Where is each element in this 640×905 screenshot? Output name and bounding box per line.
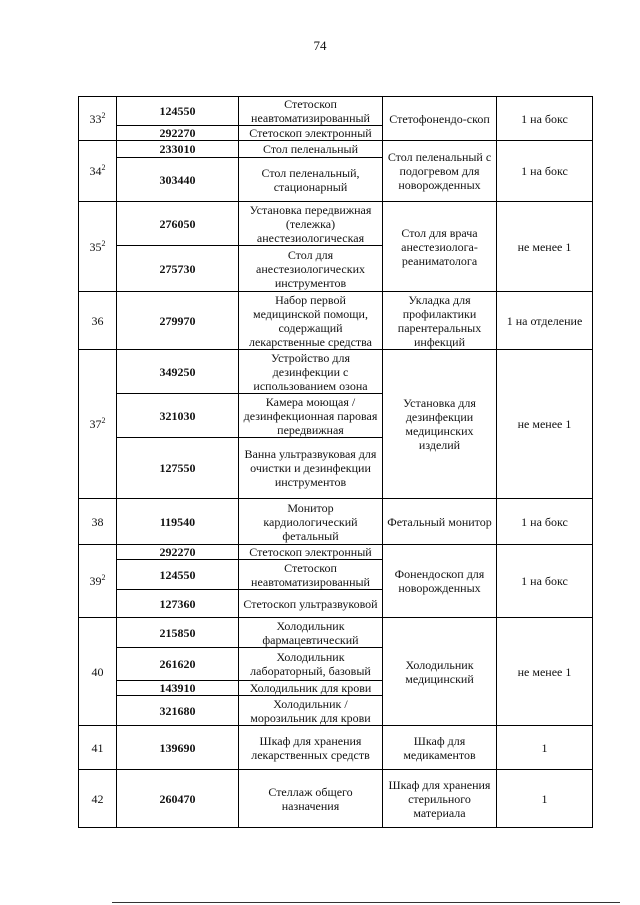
item-code: 119540 — [117, 499, 239, 545]
quantity: 1 на бокс — [497, 545, 593, 618]
row-number-value: 33 — [89, 111, 102, 126]
item-code: 321680 — [117, 696, 239, 726]
item-code: 215850 — [117, 618, 239, 648]
table-row — [79, 499, 593, 545]
row-number-value: 39 — [89, 574, 102, 588]
item-code: 303440 — [117, 158, 239, 202]
item-code: 233010 — [117, 141, 239, 158]
row-number — [79, 770, 117, 828]
equipment-type: Укладка для профилактики парентеральных инфекций — [383, 292, 497, 350]
quantity: не менее 1 — [497, 618, 593, 726]
row-number-value: 42 — [91, 791, 104, 806]
item-code: 127550 — [117, 438, 239, 499]
item-name: Стол для анестезиологических инструментов — [239, 246, 383, 292]
row-number-superscript: 2 — [101, 163, 106, 172]
item-code: 261620 — [117, 648, 239, 681]
item-name: Ванна ультразвуковая для очистки и дезинфекции инструментов — [239, 438, 383, 499]
equipment-type: Стетофонендо-скоп — [383, 97, 497, 141]
item-name: Стол пеленальный — [239, 141, 383, 158]
quantity: 1 на бокс — [497, 141, 593, 202]
item-code: 139690 — [117, 726, 239, 770]
row-number-value: 35 — [89, 239, 102, 254]
item-name: Холодильник для крови — [239, 681, 383, 696]
item-name: Шкаф для хранения лекарственных средств — [239, 726, 383, 770]
item-name: Стетоскоп неавтоматизированный — [239, 560, 383, 590]
row-number — [79, 499, 117, 545]
item-code: 260470 — [117, 770, 239, 828]
table-row — [79, 292, 593, 350]
row-number-value: 36 — [91, 313, 104, 328]
row-number-superscript: 2 — [101, 573, 106, 582]
equipment-type: Фонендоскоп для новорожденных — [383, 545, 497, 618]
row-number-superscript: 2 — [101, 110, 106, 120]
item-name: Стетоскоп ультразвуковой — [239, 590, 383, 618]
item-name: Набор первой медицинской помощи, содержащий лекарственные средства — [239, 292, 383, 350]
row-number — [79, 618, 117, 726]
item-code: 321030 — [117, 394, 239, 438]
equipment-type: Установка для дезинфекции медицинских изделий — [383, 350, 497, 499]
row-number-value: 40 — [91, 664, 104, 679]
row-number — [79, 202, 117, 292]
quantity: 1 — [497, 726, 593, 770]
row-number — [79, 97, 117, 141]
item-code: 279970 — [117, 292, 239, 350]
row-number-superscript: 2 — [101, 238, 106, 248]
table-row — [79, 770, 593, 828]
item-code: 127360 — [117, 590, 239, 618]
item-name: Холодильник лабораторный, базовый — [239, 648, 383, 681]
item-name: Холодильник /морозильник для крови — [239, 696, 383, 726]
equipment-table — [78, 96, 593, 828]
item-name: Стетоскоп неавтоматизированный — [239, 97, 383, 126]
row-number — [79, 350, 117, 499]
quantity: не менее 1 — [497, 350, 593, 499]
item-code: 143910 — [117, 681, 239, 696]
row-number-value: 37 — [89, 417, 102, 431]
table-row — [79, 202, 593, 246]
row-number — [79, 292, 117, 350]
quantity: 1 на бокс — [497, 97, 593, 141]
item-name: Монитор кардиологический фетальный — [239, 499, 383, 545]
row-number — [79, 141, 117, 202]
item-name: Холодильник фармацевтический — [239, 618, 383, 648]
row-number-value: 38 — [91, 514, 104, 529]
table-row — [79, 141, 593, 158]
page-number: 74 — [313, 38, 327, 53]
quantity: 1 на бокс — [497, 499, 593, 545]
item-name: Стеллаж общего назначения — [239, 770, 383, 828]
table-body — [79, 97, 593, 828]
quantity: не менее 1 — [497, 202, 593, 292]
equipment-type: Шкаф для хранения стерильного материала — [383, 770, 497, 828]
item-name: Стол пеленальный, стационарный — [239, 158, 383, 202]
equipment-type: Стол для врача анестезиолога-реаниматолога — [383, 202, 497, 292]
equipment-type: Стол пеленальный с подогревом для новорожденных — [383, 141, 497, 202]
item-name: Установка передвижная (тележка) анестезиологическая — [239, 202, 383, 246]
item-code: 124550 — [117, 97, 239, 126]
item-code: 275730 — [117, 246, 239, 292]
quantity: 1 — [497, 770, 593, 828]
item-name: Стетоскоп электронный — [239, 126, 383, 141]
bottom-rule — [112, 902, 620, 903]
table-row — [79, 618, 593, 648]
table-row — [79, 545, 593, 560]
row-number-superscript: 2 — [101, 416, 106, 425]
row-number — [79, 726, 117, 770]
table-row — [79, 726, 593, 770]
row-number — [79, 545, 117, 618]
item-code: 124550 — [117, 560, 239, 590]
quantity: 1 на отделение — [497, 292, 593, 350]
item-code: 292270 — [117, 126, 239, 141]
item-name: Стетоскоп электронный — [239, 545, 383, 560]
item-name: Камера моющая /дезинфекционная паровая передвижная — [239, 394, 383, 438]
row-number-value: 41 — [91, 740, 104, 755]
equipment-type: Шкаф для медикаментов — [383, 726, 497, 770]
table-row — [79, 350, 593, 394]
item-code: 292270 — [117, 545, 239, 560]
item-code: 276050 — [117, 202, 239, 246]
row-number-value: 34 — [89, 164, 102, 178]
equipment-type: Фетальный монитор — [383, 499, 497, 545]
table-row — [79, 97, 593, 126]
item-code: 349250 — [117, 350, 239, 394]
item-name: Устройство для дезинфекции с использованием озона — [239, 350, 383, 394]
equipment-type: Холодильник медицинский — [383, 618, 497, 726]
